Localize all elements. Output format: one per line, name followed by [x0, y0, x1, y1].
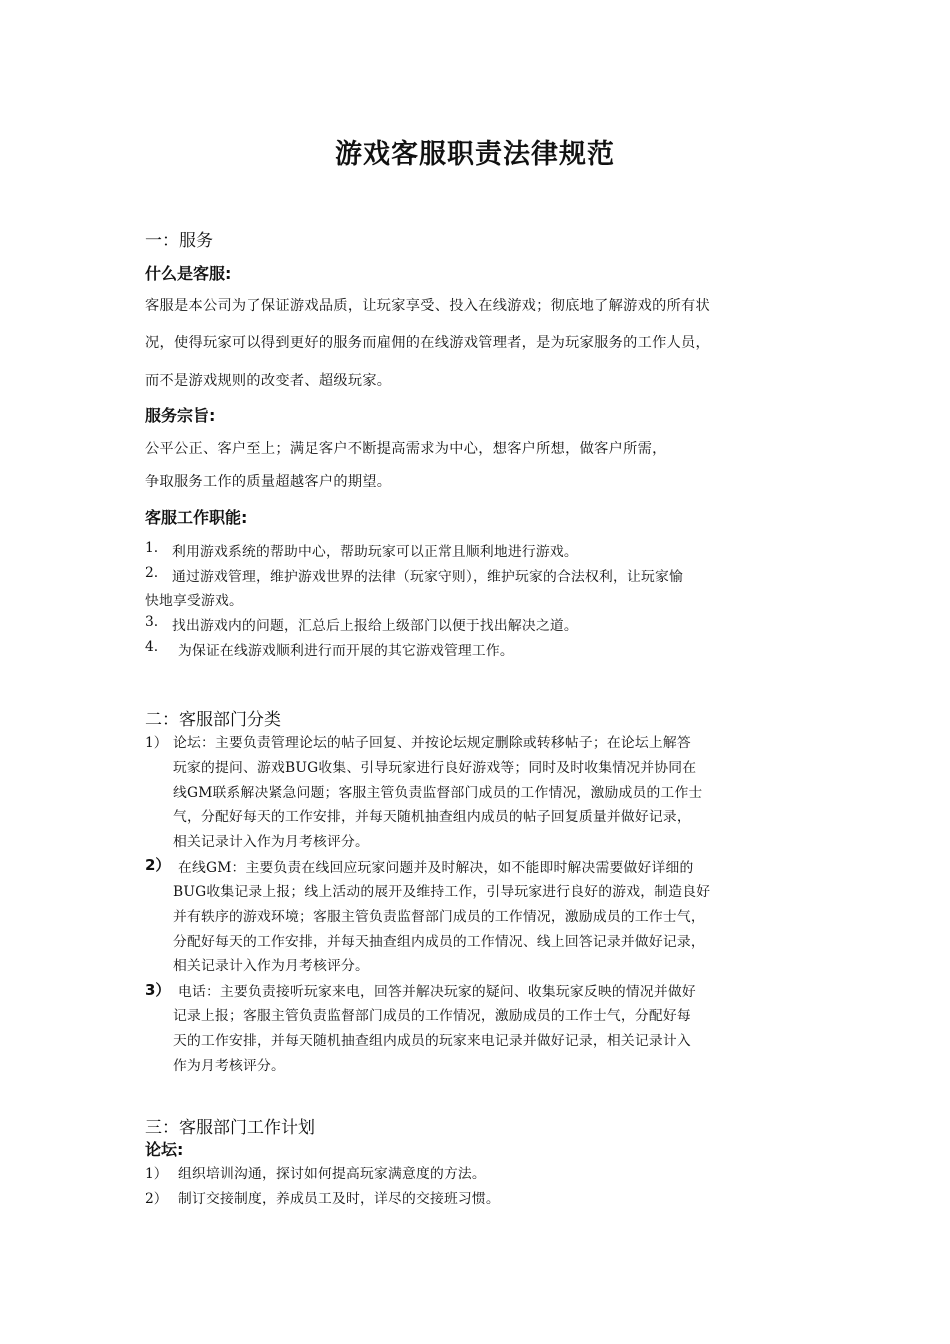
plan-item-1-text: 组织培训沟通，探讨如何提高玩家满意度的方法。 [178, 1166, 486, 1182]
category-1-line-4: 气，分配好每天的工作安排，并每天随机抽查组内成员的帖子回复质量并做好记录， [173, 809, 691, 825]
functions-heading: 客服工作职能: [145, 508, 248, 527]
category-3-line-2: 记录上报；客服主管负责监督部门成员的工作情况，激励成员的工作士气，分配好每 [173, 1008, 691, 1024]
function-item-2-number: 2. [145, 565, 159, 581]
category-1-line-1: 论坛：主要负责管理论坛的帖子回复、并按论坛规定删除或转移帖子；在论坛上解答 [173, 735, 691, 751]
category-1-line-2: 玩家的提问、游戏BUG收集、引导玩家进行良好游戏等；同时及时收集情况并协同在 [173, 760, 697, 776]
function-item-1-number: 1. [145, 540, 159, 556]
category-3-line-3: 天的工作安排，并每天随机抽查组内成员的玩家来电记录并做好记录，相关记录计入 [173, 1033, 691, 1049]
purpose-line-1: 公平公正、客户至上；满足客户不断提高需求为中心，想客户所想，做客户所需， [145, 441, 667, 457]
category-1-number: 1） [145, 735, 168, 751]
what-is-line-2: 况，使得玩家可以得到更好的服务而雇佣的在线游戏管理者，是为玩家服务的工作人员， [145, 335, 711, 351]
function-item-2-text: 通过游戏管理，维护游戏世界的法律（玩家守则），维护玩家的合法权利，让玩家愉 [172, 569, 683, 585]
category-3-line-4: 作为月考核评分。 [173, 1058, 285, 1074]
document-title: 游戏客服职责法律规范 [335, 139, 615, 170]
category-3-number: 3） [145, 981, 171, 999]
plan-item-2-number: 2） [145, 1191, 168, 1207]
forum-heading: 论坛: [145, 1140, 184, 1159]
plan-item-1-number: 1） [145, 1166, 168, 1182]
what-is-heading: 什么是客服: [145, 264, 232, 283]
category-2-number: 2） [145, 856, 171, 874]
purpose-heading: 服务宗旨: [145, 406, 216, 425]
function-item-3-number: 3. [145, 614, 159, 630]
category-2-line-5: 相关记录计入作为月考核评分。 [173, 958, 369, 974]
category-1-line-3: 线GM联系解决紧急问题；客服主管负责监督部门成员的工作情况，激励成员的工作士 [173, 785, 703, 801]
category-3-line-1: 电话：主要负责接听玩家来电，回答并解决玩家的疑问、收集玩家反映的情况并做好 [178, 984, 696, 1000]
what-is-line-3: 而不是游戏规则的改变者、超级玩家。 [145, 373, 392, 389]
section2-heading: 二：客服部门分类 [145, 710, 281, 730]
section1-heading: 一：服务 [145, 231, 213, 251]
what-is-line-1: 客服是本公司为了保证游戏品质，让玩家享受、投入在线游戏；彻底地了解游戏的所有状 [145, 298, 711, 314]
function-item-1-text: 利用游戏系统的帮助中心，帮助玩家可以正常且顺利地进行游戏。 [172, 544, 578, 560]
function-item-2-text-cont: 快地享受游戏。 [145, 593, 243, 609]
category-2-line-2: BUG收集记录上报；线上活动的展开及维持工作，引导玩家进行良好的游戏，制造良好 [173, 884, 711, 900]
purpose-line-2: 争取服务工作的质量超越客户的期望。 [145, 474, 392, 490]
function-item-4-text: 为保证在线游戏顺利进行而开展的其它游戏管理工作。 [178, 643, 514, 659]
section3-heading: 三：客服部门工作计划 [145, 1118, 315, 1138]
category-2-line-1: 在线GM：主要负责在线回应玩家问题并及时解决，如不能即时解决需要做好详细的 [178, 860, 694, 876]
category-1-line-5: 相关记录计入作为月考核评分。 [173, 834, 369, 850]
function-item-4-number: 4. [145, 639, 159, 655]
function-item-3-text: 找出游戏内的问题，汇总后上报给上级部门以便于找出解决之道。 [172, 618, 578, 634]
category-2-line-4: 分配好每天的工作安排，并每天抽查组内成员的工作情况、线上回答记录并做好记录， [173, 934, 705, 950]
category-2-line-3: 并有轶序的游戏环境；客服主管负责监督部门成员的工作情况，激励成员的工作士气， [173, 909, 705, 925]
plan-item-2-text: 制订交接制度，养成员工及时，详尽的交接班习惯。 [178, 1191, 500, 1207]
